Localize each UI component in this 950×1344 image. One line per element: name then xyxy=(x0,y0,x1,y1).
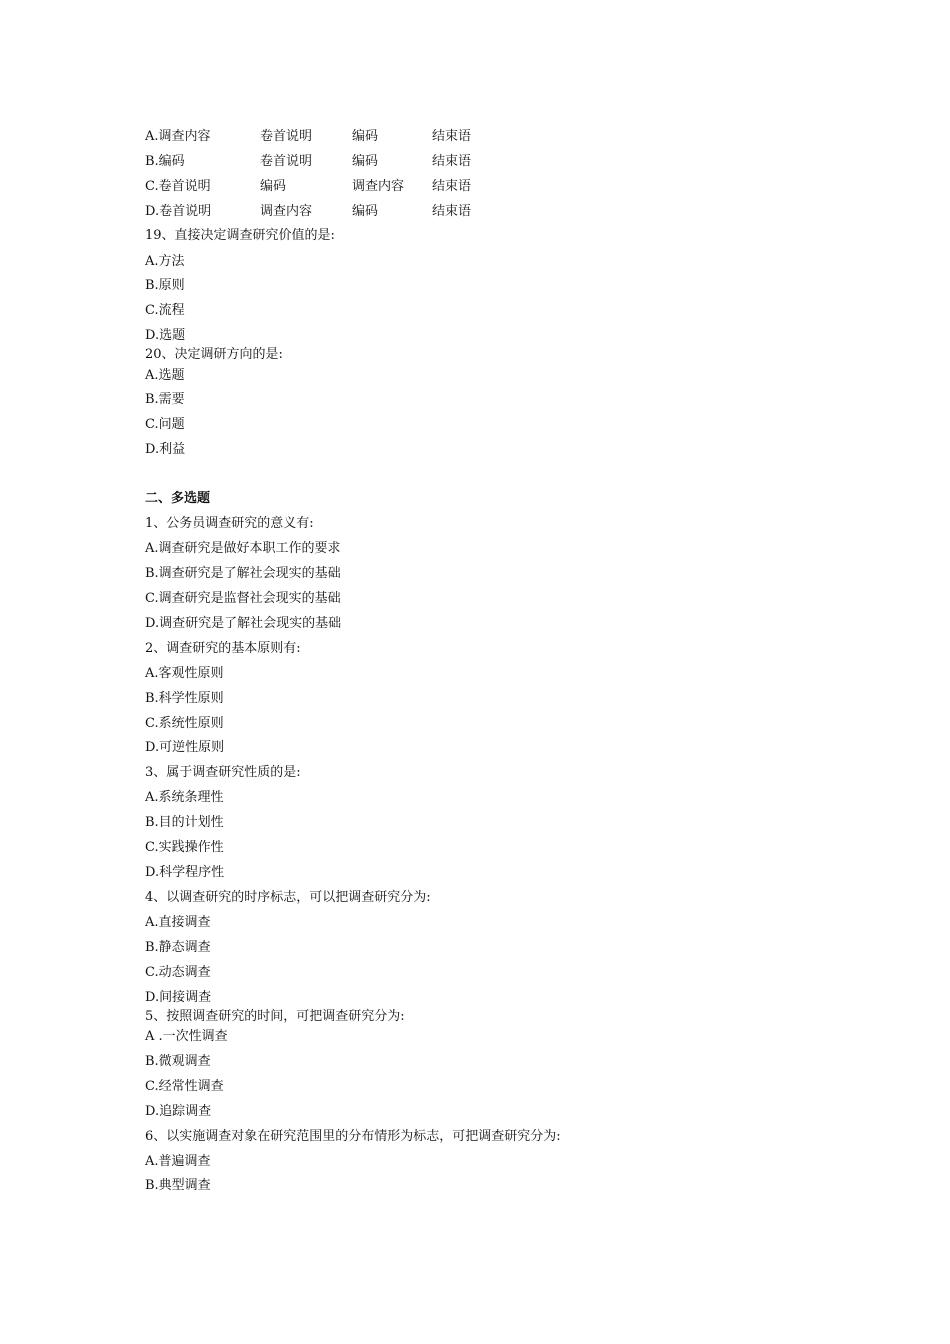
q19-option-a: A.方法 xyxy=(145,254,185,269)
q20-option-d: D.利益 xyxy=(145,442,186,457)
q18-option-b xyxy=(145,154,545,170)
mc-q3-option-a: A.系统条理性 xyxy=(145,790,224,805)
mc-q5-option-a: A .一次性调查 xyxy=(145,1029,228,1044)
q18-option-d xyxy=(145,204,545,220)
q18-option-d-col3: 编码 xyxy=(352,204,379,219)
mc-q4-option-d: D.间接调查 xyxy=(145,990,212,1005)
q18-option-d-col2: 调查内容 xyxy=(260,204,313,219)
q18-option-b-col4: 结束语 xyxy=(432,154,472,169)
mc-q3-option-b: B.目的计划性 xyxy=(145,815,224,830)
mc-q5-question: 5、按照调查研究的时间，可把调查研究分为: xyxy=(145,1009,405,1024)
q18-option-c-col3: 调查内容 xyxy=(352,179,405,194)
mc-q1-option-b: B.调查研究是了解社会现实的基础 xyxy=(145,566,341,581)
q18-option-c-col1: C.卷首说明 xyxy=(145,179,211,194)
q19-option-b: B.原则 xyxy=(145,278,185,293)
q18-option-c xyxy=(145,179,545,195)
q18-option-c-col4: 结束语 xyxy=(432,179,472,194)
mc-q3-option-c: C.实践操作性 xyxy=(145,840,224,855)
q18-option-d-col4: 结束语 xyxy=(432,204,472,219)
q18-option-a xyxy=(145,129,545,145)
section-heading-multiple-choice: 二、多选题 xyxy=(145,491,211,506)
mc-q2-option-b: B.科学性原则 xyxy=(145,691,224,706)
mc-q2-question: 2、调查研究的基本原则有: xyxy=(145,641,301,656)
mc-q1-question: 1、公务员调查研究的意义有: xyxy=(145,516,314,531)
q18-option-c-col2: 编码 xyxy=(260,179,287,194)
mc-q1-option-d: D.调查研究是了解社会现实的基础 xyxy=(145,616,342,631)
mc-q2-option-d: D.可逆性原则 xyxy=(145,740,225,755)
mc-q1-option-a: A.调查研究是做好本职工作的要求 xyxy=(145,541,341,556)
mc-q2-option-a: A.客观性原则 xyxy=(145,666,224,681)
mc-q4-question: 4、以调查研究的时序标志，可以把调查研究分为: xyxy=(145,890,431,905)
q20-question: 20、决定调研方向的是: xyxy=(145,347,283,362)
q18-option-b-col1: B.编码 xyxy=(145,154,185,169)
q18-option-a-col2: 卷首说明 xyxy=(260,129,313,144)
q18-option-b-col3: 编码 xyxy=(352,154,379,169)
q19-option-c: C.流程 xyxy=(145,303,185,318)
q20-option-a: A.选题 xyxy=(145,368,185,383)
q18-option-a-col3: 编码 xyxy=(352,129,379,144)
q20-option-b: B.需要 xyxy=(145,392,185,407)
mc-q6-question: 6、以实施调查对象在研究范围里的分布情形为标志，可把调查研究分为: xyxy=(145,1129,561,1144)
mc-q4-option-a: A.直接调查 xyxy=(145,915,211,930)
mc-q1-option-c: C.调查研究是监督社会现实的基础 xyxy=(145,591,341,606)
q19-question: 19、直接决定调查研究价值的是: xyxy=(145,228,335,243)
mc-q5-option-c: C.经常性调查 xyxy=(145,1079,224,1094)
q18-option-a-col1: A.调查内容 xyxy=(145,129,211,144)
mc-q6-option-a: A.普遍调查 xyxy=(145,1154,211,1169)
mc-q2-option-c: C.系统性原则 xyxy=(145,716,224,731)
q18-option-d-col1: D.卷首说明 xyxy=(145,204,212,219)
mc-q3-option-d: D.科学程序性 xyxy=(145,865,225,880)
mc-q5-option-d: D.追踪调查 xyxy=(145,1104,212,1119)
mc-q4-option-c: C.动态调查 xyxy=(145,965,211,980)
mc-q4-option-b: B.静态调查 xyxy=(145,940,211,955)
q18-option-a-col4: 结束语 xyxy=(432,129,472,144)
q19-option-d: D.选题 xyxy=(145,328,186,343)
mc-q6-option-b: B.典型调查 xyxy=(145,1178,211,1193)
q18-option-b-col2: 卷首说明 xyxy=(260,154,313,169)
mc-q3-question: 3、属于调查研究性质的是: xyxy=(145,765,301,780)
mc-q5-option-b: B.微观调查 xyxy=(145,1054,211,1069)
q20-option-c: C.问题 xyxy=(145,417,185,432)
